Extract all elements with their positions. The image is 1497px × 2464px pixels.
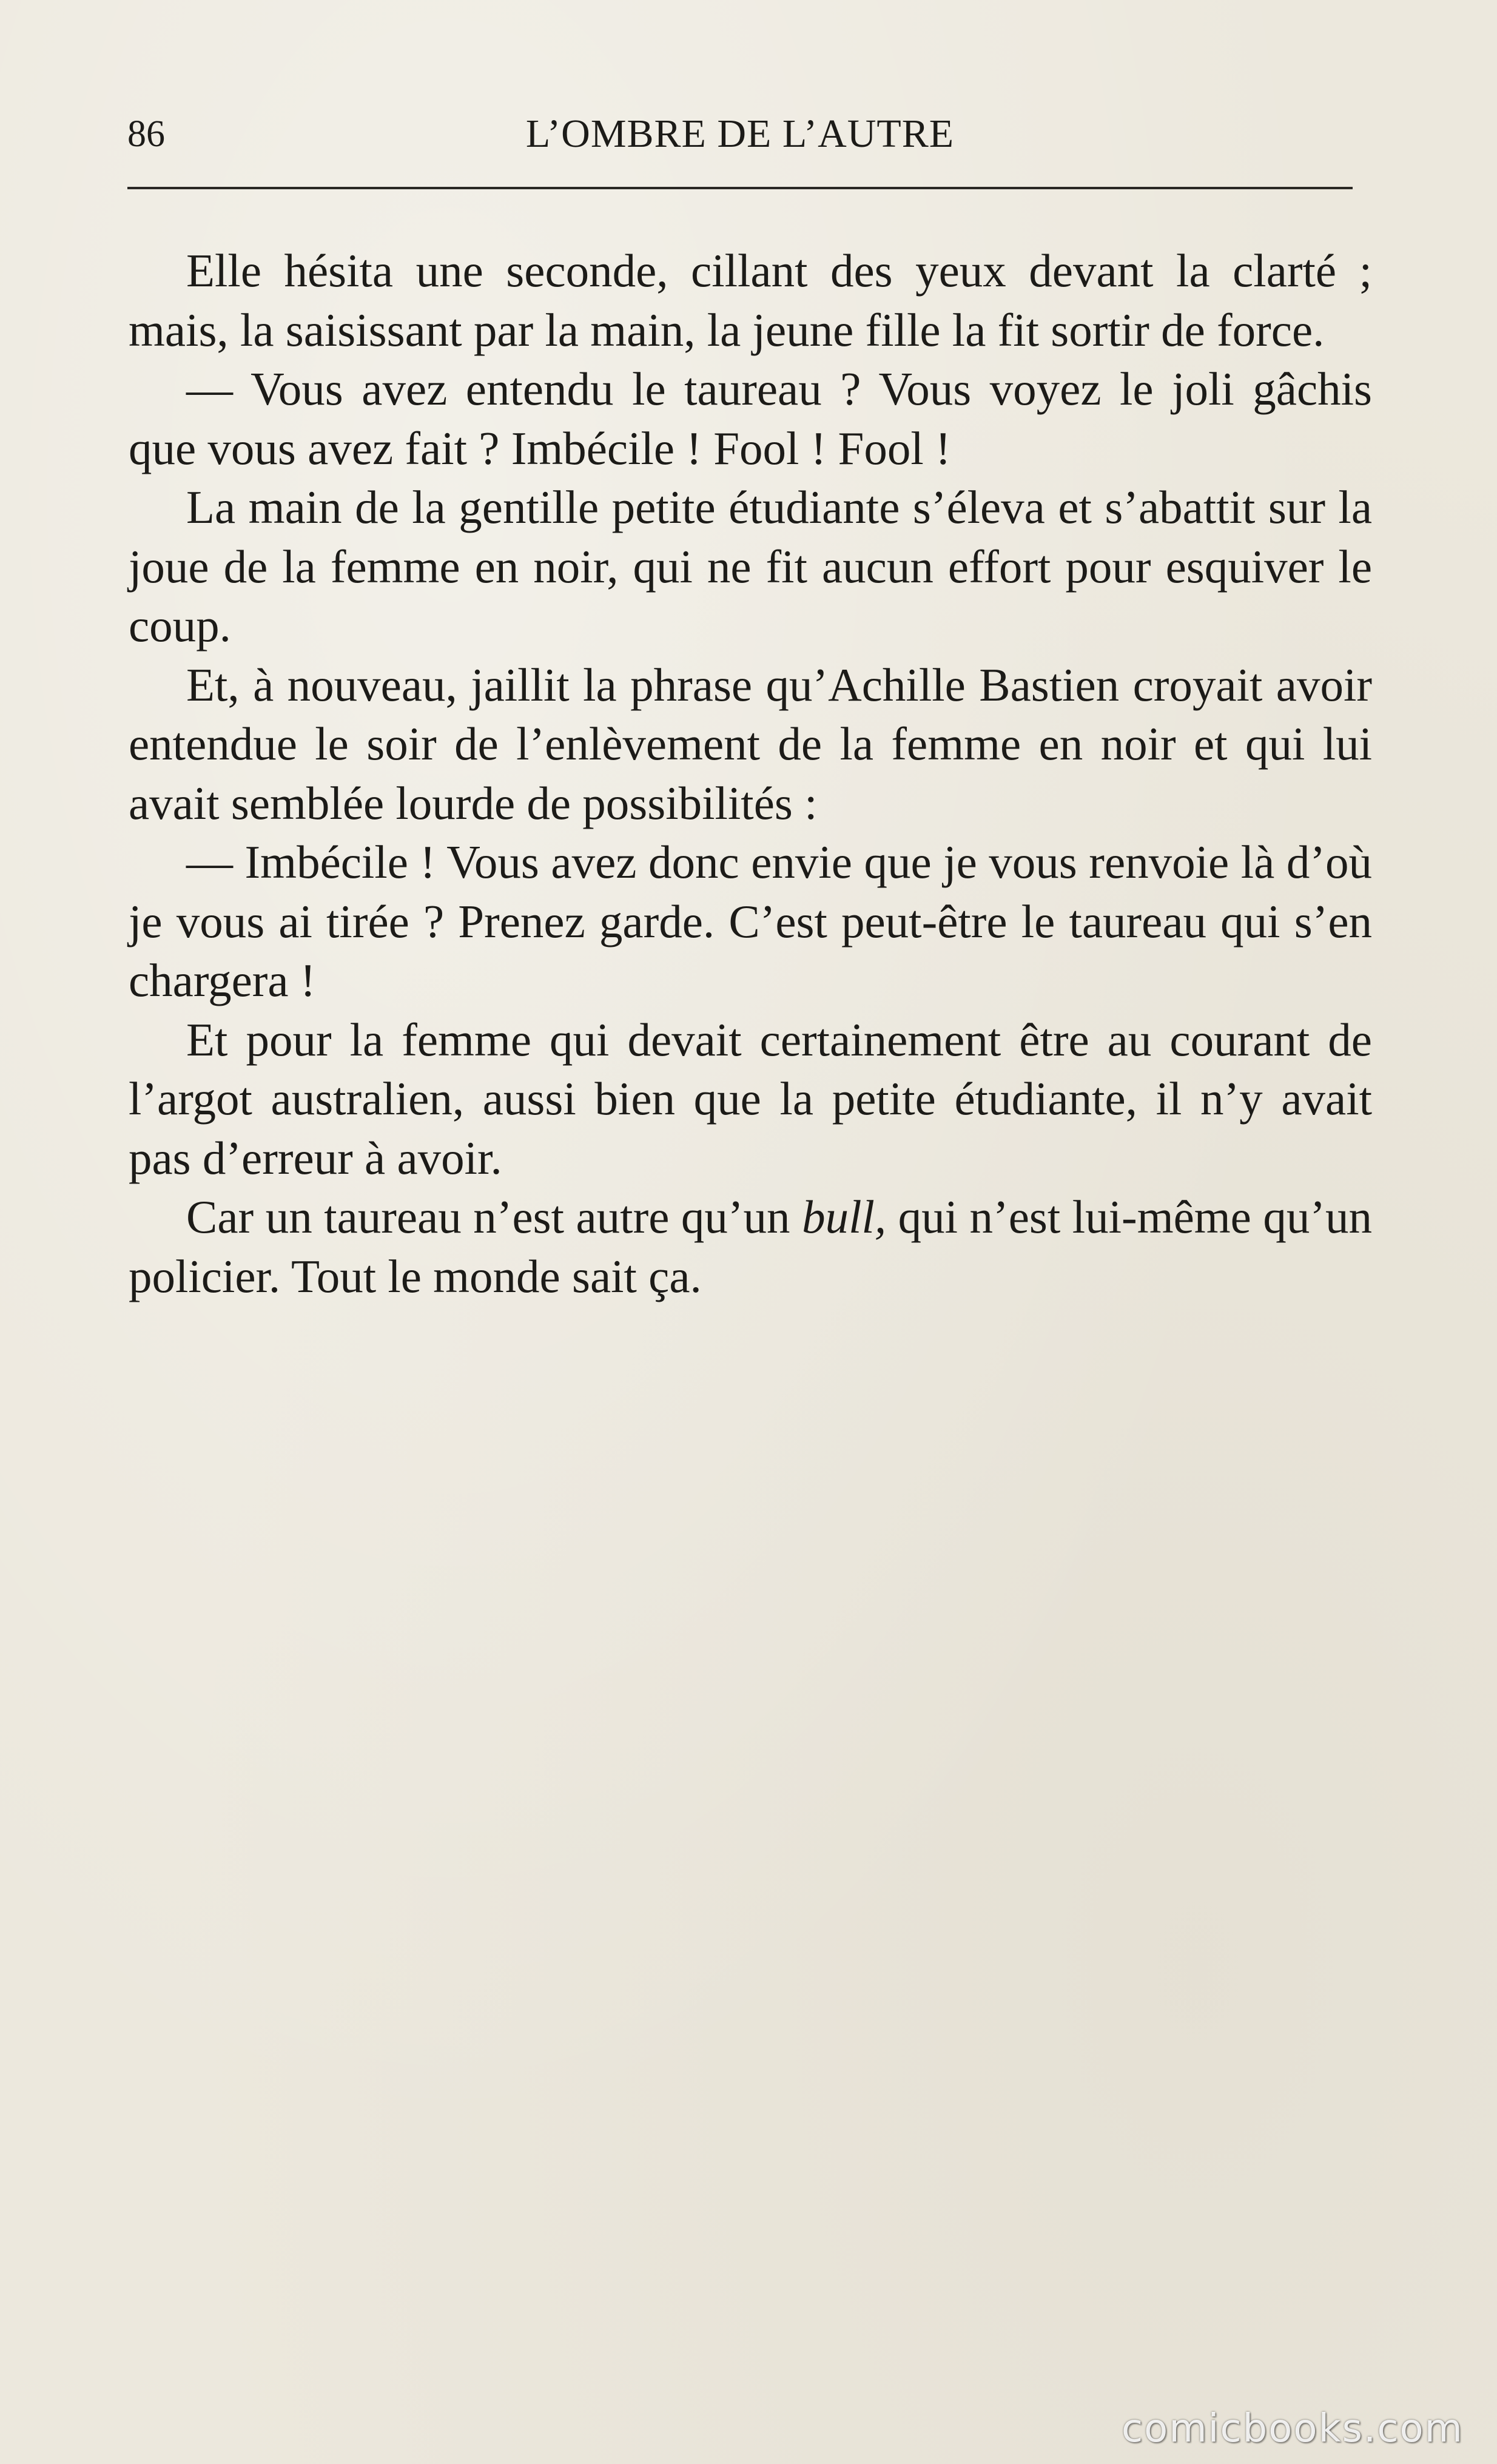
paragraph: La main de la gentille petite étudiante s’éleva et s’abattit sur la joue de la femme en noir, qui ne fit aucun effort pour esquiver le coup. [129, 481, 1372, 651]
paragraph: Elle hésita une seconde, cillant des yeux devant la clarté ; mais, la saisissant par la main, la jeune fille la fit sortir de force. [129, 244, 1372, 356]
paragraph-last [129, 1188, 1372, 1306]
paragraph: Et pour la femme qui devait certainement être au courant de l’argot australien, aussi bien que la petite étudiante, il n’y avait pas d’erreur à avoir. [129, 1013, 1372, 1184]
watermark: comicbooks.com [1121, 2406, 1464, 2451]
page-header [127, 108, 1353, 163]
body-text [129, 241, 1372, 1306]
page-number: 86 [127, 113, 165, 155]
paragraph: — Vous avez entendu le taureau ? Vous voyez le joli gâchis que vous avez fait ? Imbécile ! Fool ! Fool ! [129, 363, 1372, 474]
italic-word: bull, [802, 1191, 887, 1243]
paragraph-text: Car un taureau n’est autre qu’un [186, 1191, 802, 1243]
header-rule [127, 187, 1353, 189]
paragraph: Et, à nouveau, jaillit la phrase qu’Achille Bastien croyait avoir entendue le soir de l’enlèvement de la femme en noir et qui lui avait semblée lourde de possibilités : [129, 658, 1372, 829]
paragraph-text: qui n’est lui-même qu’un policier. Tout le monde sait ça. [129, 1191, 1372, 1302]
paragraph: — Imbécile ! Vous avez donc envie que je vous renvoie là d’où je vous ai tirée ? Prenez garde. C’est peut-être le taureau qui s’en chargera ! [129, 836, 1372, 1006]
running-title: L’OMBRE DE L’AUTRE [525, 112, 955, 156]
